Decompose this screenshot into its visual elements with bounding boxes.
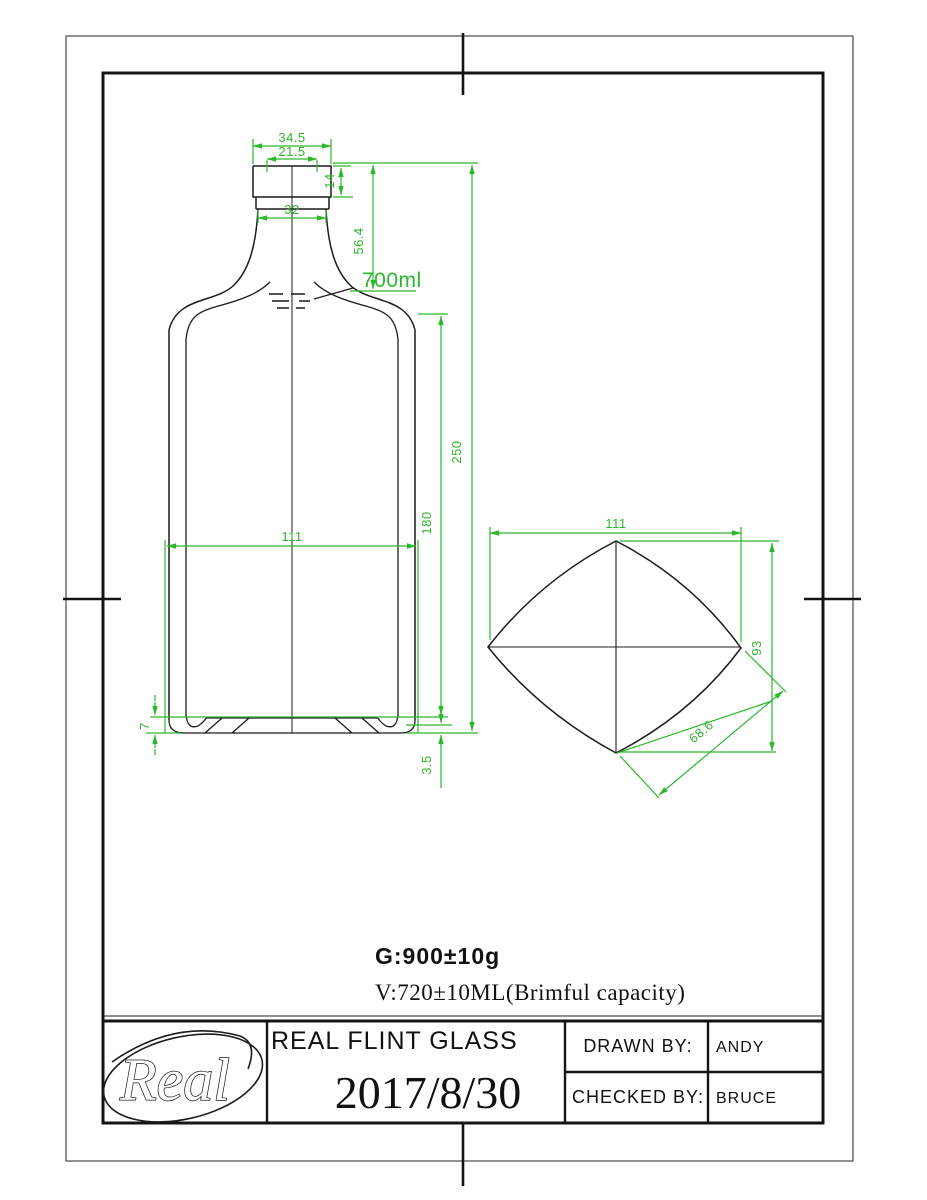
dim-text-heel-height: 7 [137,722,152,730]
title-block [95,1016,823,1136]
dim-text-pushup: 3.5 [419,755,434,775]
dim-text-top-depth: 93 [749,640,764,656]
spec-weight: G:900±10g [375,943,501,969]
dim-text-finish-height: 14 [322,173,337,189]
dim-text-fill-depth: 56.4 [351,227,366,255]
dim-text-finish-od: 34.5 [278,130,306,145]
dim-text-body-width: 111 [281,529,303,544]
company-logo [95,1020,271,1136]
dim-text-total-height: 250 [449,440,464,464]
drawn-by-value: ANDY [716,1039,765,1056]
dim-text-bore: 21.5 [278,144,306,159]
dimension-texts [137,130,764,775]
dim-text-neck-od: 32 [284,202,300,217]
spec-volume: V:720±10ML(Brimful capacity) [375,980,686,1005]
capacity-label: 700ml [362,269,422,292]
logo-script-text: Real [120,1047,230,1113]
dim-line-face-width [659,691,783,795]
spec-notes [375,943,685,1005]
bottle-front-view [169,166,415,733]
top-extension-lines [490,527,786,798]
checked-by-label: CHECKED BY: [571,1087,705,1107]
drawn-by-label: DRAWN BY: [583,1036,693,1056]
dimension-extension-lines [146,139,786,798]
title-block-company: REAL FLINT GLASS [271,1027,518,1055]
capacity-leader-line [314,288,353,299]
title-block-date: 2017/8/30 [334,1067,522,1118]
dim-text-top-width: 111 [605,516,627,531]
front-extension-lines [146,139,478,788]
dim-text-body-height: 180 [419,511,434,535]
dim-text-face-width: 68.6 [685,717,717,747]
checked-by-value: BRUCE [716,1090,778,1107]
dimension-lines [167,146,783,795]
